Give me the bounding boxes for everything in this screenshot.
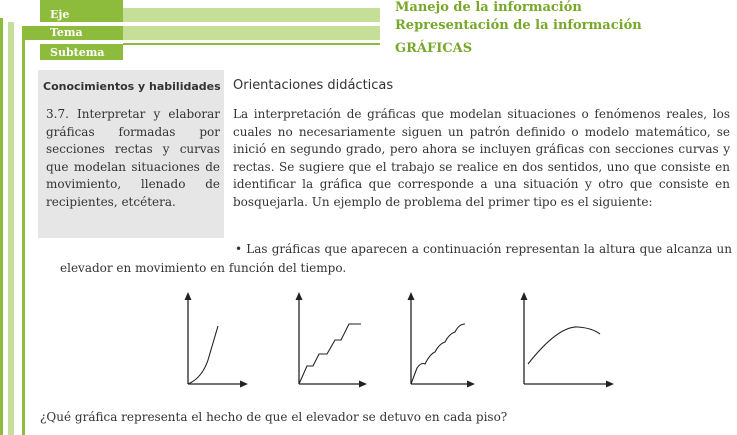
graph-1-curve bbox=[188, 326, 218, 384]
bullet-text: • Las gráficas que aparecen a continuación representan la altura que alcanza un elevador en movimiento en función del tiempo. bbox=[60, 242, 732, 275]
eje-label: Eje bbox=[50, 8, 70, 21]
graph-3 bbox=[405, 292, 477, 392]
graph-4 bbox=[518, 292, 618, 392]
graph-4-y-arrow bbox=[521, 292, 528, 300]
main-paragraph: La interpretación de gráficas que modelan situaciones o fenómenos reales, los cuales no necesariamente siguen un patrón definido o modelo matemático, se inició en segundo grado, pero ahora se incluyen gráficas con secciones curvas y rectas. Se sugiere que el trabajo se realice en dos sentidos, uno que consiste en identificar la gráfica que corresponde a una situación y otro que consiste en bosquejarla. Un ejemplo de problema del primer tipo es el siguiente: bbox=[233, 107, 730, 209]
graph-1 bbox=[182, 292, 250, 392]
knowledge-title: Conocimientos y habilidades bbox=[43, 80, 221, 93]
subtema-label: Subtema bbox=[50, 46, 105, 59]
graph-4-x-arrow bbox=[606, 381, 614, 388]
graph-2-axes bbox=[299, 296, 363, 384]
subtema-value: GRÁFICAS bbox=[395, 41, 473, 56]
graph-2-curve bbox=[299, 324, 361, 384]
knowledge-text: 3.7. Interpretar y elaborar gráficas formadas por secciones rectas y curvas que modelan situaciones de movimiento, llenado de recipientes, etcétera. bbox=[46, 107, 220, 209]
graph-1-axes bbox=[188, 296, 244, 384]
graph-3-curve bbox=[411, 324, 465, 384]
graph-4-curve bbox=[528, 327, 600, 364]
graph-3-x-arrow bbox=[467, 381, 475, 388]
frame-line-inner bbox=[22, 40, 25, 435]
graph-2-y-arrow bbox=[296, 292, 303, 300]
graph-1-x-arrow bbox=[240, 381, 248, 388]
graph-2-x-arrow bbox=[359, 381, 367, 388]
graph-4-axes bbox=[524, 296, 610, 384]
orientaciones-title: Orientaciones didácticas bbox=[233, 78, 394, 93]
graph-1-y-arrow bbox=[185, 292, 192, 300]
tema-label: Tema bbox=[50, 26, 83, 39]
header-subtema-line bbox=[123, 43, 380, 45]
graph-3-axes bbox=[411, 296, 471, 384]
frame-line-outer bbox=[0, 18, 3, 435]
graph-2 bbox=[293, 292, 369, 392]
graph-3-y-arrow bbox=[408, 292, 415, 300]
tema-value: Representación de la información bbox=[395, 18, 642, 33]
eje-value: Manejo de la información bbox=[395, 0, 582, 15]
header-top-bar bbox=[40, 0, 123, 8]
question-text: ¿Qué gráfica representa el hecho de que el elevador se detuvo en cada piso? bbox=[40, 410, 508, 424]
frame-line-mid bbox=[8, 22, 14, 435]
